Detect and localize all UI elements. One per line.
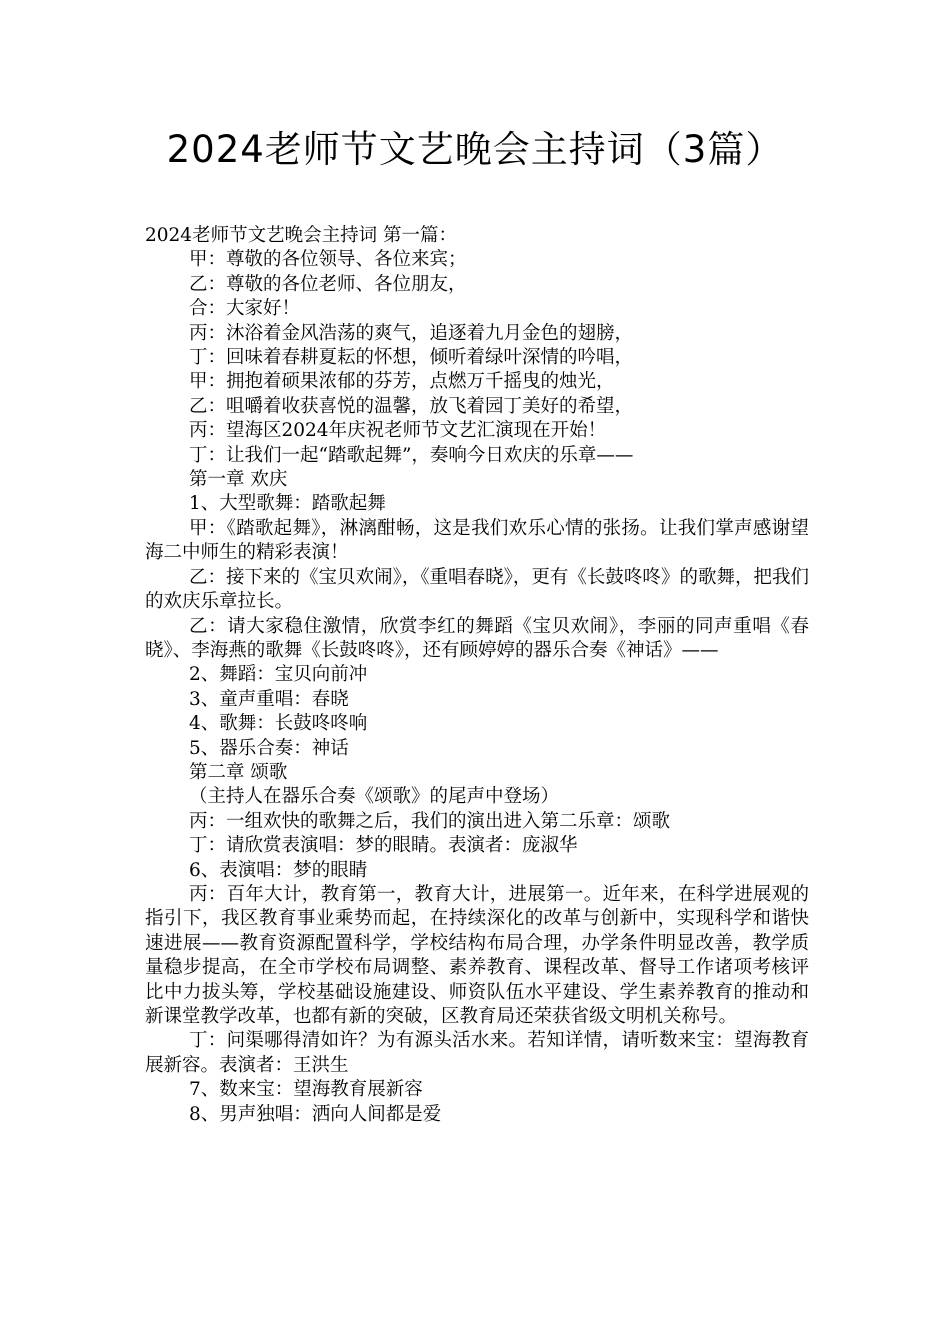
program-item: 7、数来宝：望海教育展新容 <box>189 1079 423 1101</box>
stage-direction: （主持人在器乐合奏《颂歌》的尾声中登场） <box>189 786 560 808</box>
program-item: 8、男声独唱：洒向人间都是爱 <box>189 1103 442 1125</box>
section-heading-first: 2024老师节文艺晚会主持词 第一篇： <box>145 225 457 246</box>
script-paragraph: 甲：《踏歌起舞》，淋漓酣畅，这是我们欢乐心情的张扬。让我们掌声感谢望海二中师生的精彩表演！ <box>145 517 809 564</box>
script-line: 丙：望海区2024年庆祝老师节文艺汇演现在开始！ <box>189 420 607 442</box>
script-line: 丁：让我们一起“踏歌起舞”，奏响今日欢庆的乐章—— <box>189 444 634 466</box>
program-item: 3、童声重唱：春晓 <box>189 688 349 710</box>
script-line: 甲：拥抱着硕果浓郁的芬芳，点燃万千摇曳的烛光， <box>189 371 615 393</box>
script-paragraph: 乙：请大家稳住激情，欣赏李红的舞蹈《宝贝欢闹》，李丽的同声重唱《春晓》、李海燕的歌舞《长鼓咚咚》，还有顾婷婷的器乐合奏《神话》—— <box>145 615 809 661</box>
page-title: 2024老师节文艺晚会主持词（3篇） <box>166 128 784 171</box>
program-item: 2、舞蹈：宝贝向前冲 <box>189 664 368 686</box>
chapter-heading: 第二章 颂歌 <box>189 761 288 783</box>
script-paragraph: 乙：接下来的《宝贝欢闹》，《重唱春晓》，更有《长鼓咚咚》的歌舞，把我们的欢庆乐章拉长。 <box>145 566 809 613</box>
script-line: 丙：一组欢快的歌舞之后，我们的演出进入第二乐章：颂歌 <box>189 810 671 832</box>
script-paragraph: 丙：百年大计，教育第一，教育大计，进展第一。近年来，在科学进展观的指引下，我区教育事业乘势而起，在持续深化的改革与创新中，实现科学和谐快速进展——教育资源配置科学，学校结构布局合理，办学条件明显改善，教学质量稳步提高，在全市学校布局调整、素养教育、课程改革、督导工作诸项考核评比中力拔头筹，学校基础设施建设、师资队伍水平建设、学生素养教育的推动和新课堂教学改革，也都有新的突破，区教育局还荣获省级文明机关称号。 <box>145 883 809 1027</box>
chapter-heading: 第一章 欢庆 <box>189 469 288 491</box>
script-line: 丙：沐浴着金风浩荡的爽气，追逐着九月金色的翅膀， <box>189 322 634 344</box>
program-item: 4、歌舞：长鼓咚咚响 <box>189 713 368 735</box>
script-line: 丁：回味着春耕夏耘的怀想，倾听着绿叶深情的吟唱， <box>189 347 634 369</box>
script-paragraph: 丁：问渠哪得清如许？为有源头活水来。若知详情，请听数来宝：望海教育展新容。表演者：王洪生 <box>145 1030 809 1076</box>
script-line: 甲：尊敬的各位领导、各位来宾； <box>189 249 467 271</box>
script-line: 乙：咀嚼着收获喜悦的温馨，放飞着园丁美好的希望， <box>189 395 634 417</box>
script-line: 乙：尊敬的各位老师、各位朋友， <box>189 273 467 295</box>
program-item: 1、大型歌舞：踏歌起舞 <box>189 493 386 515</box>
script-line: 丁：请欣赏表演唱：梦的眼睛。表演者：庞淑华 <box>189 835 578 857</box>
document-body <box>145 224 809 1127</box>
program-item: 6、表演唱：梦的眼睛 <box>189 859 368 881</box>
program-item: 5、器乐合奏：神话 <box>189 737 349 759</box>
script-line: 合：大家好！ <box>189 298 301 320</box>
